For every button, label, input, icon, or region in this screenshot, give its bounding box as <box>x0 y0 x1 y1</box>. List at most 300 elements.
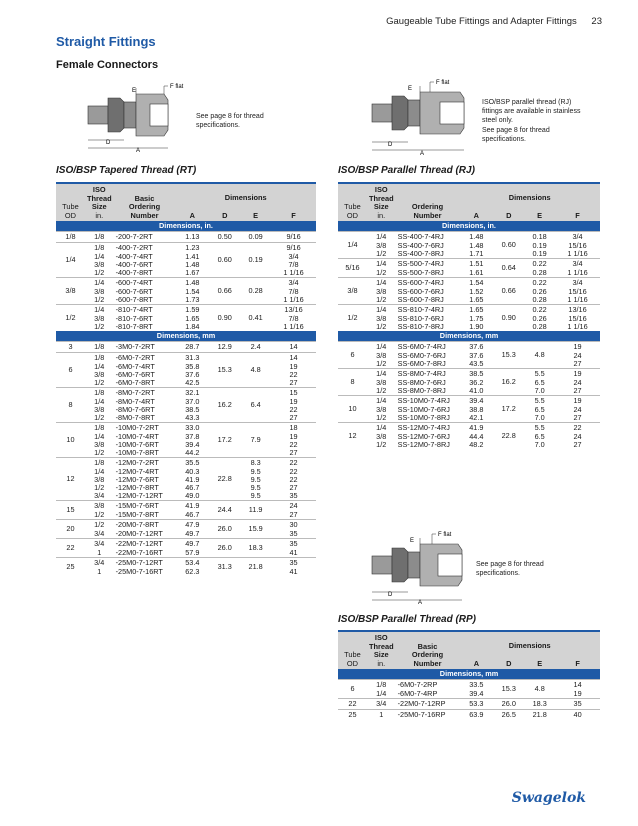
table-cell: 15.3 <box>209 353 240 388</box>
table-cell: 1.48 <box>175 278 209 289</box>
table-cell: -22M0-7-12RT <box>114 539 176 550</box>
table-cell: 3/8 <box>94 475 105 484</box>
table-cell: -400-7-4RT <box>115 252 153 261</box>
table-cell: 1/2 <box>376 249 387 258</box>
label-f: F flat <box>438 532 452 538</box>
table-cell: 1/2 <box>376 386 387 395</box>
table-cell: 1/8 <box>85 342 114 353</box>
table-cell: 0.90 <box>209 305 240 332</box>
table-cell: 15/16 <box>568 287 587 296</box>
table-cell: 33.0 <box>175 423 209 434</box>
table-row <box>338 296 600 305</box>
table-cell: 3 <box>56 342 85 353</box>
table-cell: 1/4 <box>367 396 396 407</box>
table-cell: 22 <box>289 467 298 476</box>
table-row <box>56 323 316 331</box>
table-cell: 46.7 <box>185 483 200 492</box>
table-cell: 35 <box>271 558 316 569</box>
table-cell: -6M0-7-8RT <box>115 378 155 387</box>
table-cell: 7/8 <box>288 287 299 296</box>
label-d: D <box>106 140 111 146</box>
table-cell: 1/4 <box>94 252 105 261</box>
col-basic: Basic <box>134 193 155 203</box>
table-row <box>56 530 316 539</box>
col-tube: Tube <box>62 202 79 211</box>
table-cell: -810-7-8RT <box>115 322 153 331</box>
table-cell: 46.7 <box>185 510 200 519</box>
fitting-body <box>88 94 168 136</box>
label-a: A <box>420 151 425 156</box>
table-cell: 3/4 <box>94 491 105 500</box>
table-cell: -10M0-7-8RT <box>115 448 159 457</box>
table-cell: -12M0-7-12RT <box>115 491 163 500</box>
table-cell: 1/8 <box>85 353 114 364</box>
table-cell: 1/2 <box>94 295 105 304</box>
note-thread-rp: See page 8 for thread specifications. <box>476 561 544 577</box>
table-cell: 1/2 <box>94 448 105 457</box>
header-title: Gaugeable Tube Fittings and Adapter Fittings <box>386 16 577 27</box>
table-cell: 3/8 <box>376 314 387 323</box>
table-cell: 35 <box>289 529 298 538</box>
table-cell: 1.52 <box>469 287 484 296</box>
table-row <box>56 549 316 558</box>
col-e: E <box>240 212 271 222</box>
table-cell: 24 <box>573 432 582 441</box>
col-a: A <box>175 212 209 222</box>
table-cell: 39.4 <box>185 440 200 449</box>
table-cell: 1.59 <box>175 305 209 316</box>
table-cell: 3/8 <box>85 501 114 512</box>
table-cell: 3/4 <box>85 539 114 550</box>
table-cell: 62.3 <box>185 567 200 576</box>
table-cell: 22 <box>289 475 298 484</box>
table-cell: 53.3 <box>459 699 493 710</box>
table-cell: 18.3 <box>524 699 555 710</box>
col-d: D <box>209 212 240 222</box>
table-row <box>56 414 316 423</box>
dimensions-band: Dimensions, in. <box>56 221 316 232</box>
table-cell: 35.8 <box>185 362 200 371</box>
table-cell: -12M0-7-6RT <box>115 475 159 484</box>
table-cell: 1.75 <box>469 314 484 323</box>
table-cell: 26.0 <box>209 520 240 539</box>
table-cell: 1/4 <box>367 259 396 270</box>
table-cell: 49.0 <box>185 491 200 500</box>
table-cell: 1/4 <box>367 232 396 243</box>
table-cell: 25 <box>56 558 85 577</box>
col-f: F <box>271 212 316 222</box>
table-cell: 3/4 <box>555 232 600 243</box>
table-cell: 4.8 <box>524 680 555 699</box>
table-cell: 7.0 <box>534 386 545 395</box>
col-in: in. <box>85 212 114 222</box>
table-cell: 3/4 <box>94 529 105 538</box>
table-cell: 1 <box>367 710 396 721</box>
col-dimensions: Dimensions <box>175 183 316 212</box>
table-cell: -12M0-7-8RT <box>115 483 159 492</box>
table-cell: 1.71 <box>469 249 484 258</box>
table-cell: 1/2 <box>376 359 387 368</box>
table-cell: 22 <box>555 423 600 434</box>
table-cell: 22 <box>338 699 367 710</box>
table-cell: 12.9 <box>209 342 240 353</box>
table-cell: 22 <box>289 370 298 379</box>
table-cell: 3/4 <box>271 278 316 289</box>
table-cell: 1.65 <box>469 295 484 304</box>
table-cell: -15M0-7-6RT <box>114 501 176 512</box>
table-cell: 22 <box>289 440 298 449</box>
table-cell: 1/4 <box>367 342 396 353</box>
table-cell: -25M0-7-12RT <box>114 558 176 569</box>
table-cell: 5.5 <box>524 423 555 434</box>
table-cell: SS-6M0-7-4RJ <box>396 342 460 353</box>
table-cell: 39.4 <box>459 396 493 407</box>
table-cell: 1 1/16 <box>567 249 588 258</box>
table-cell: 1/4 <box>338 232 367 259</box>
table-cell: 8 <box>56 388 85 423</box>
table-cell: -600-7-4RT <box>114 278 176 289</box>
table-cell: 44.2 <box>185 448 200 457</box>
note-rj-stainless: ISO/BSP parallel thread (RJ) fittings are available in stainless steel only. <box>482 99 581 124</box>
table-cell: SS-12M0-7-6RJ <box>397 432 450 441</box>
table-cell: 43.5 <box>469 359 484 368</box>
table-cell: 41 <box>289 548 298 557</box>
table-row <box>338 690 600 699</box>
table-cell: 6.5 <box>534 378 545 387</box>
table-row <box>338 387 600 396</box>
table-cell: 24 <box>573 405 582 414</box>
table-cell: 24 <box>271 501 316 512</box>
table-cell: 43.3 <box>185 413 200 422</box>
table-cell: 0.26 <box>532 314 547 323</box>
table-cell: 35 <box>289 491 298 500</box>
table-cell: 1/4 <box>367 278 396 289</box>
table-cell: -12M0-7-2RT <box>114 458 176 469</box>
table-row <box>56 449 316 458</box>
table-cell: 0.18 <box>524 232 555 243</box>
table-cell: 3/4 <box>555 259 600 270</box>
table-cell: 33.5 <box>459 680 493 691</box>
table-cell: 53.4 <box>175 558 209 569</box>
note-thread-rt: See page 8 for thread specifications. <box>196 113 264 129</box>
table-cell: 15.3 <box>493 680 524 699</box>
table-cell: 1/2 <box>94 483 105 492</box>
rt-table-title: ISO/BSP Tapered Thread (RT) <box>56 165 197 176</box>
table-cell: 5.5 <box>524 369 555 380</box>
table-cell: 6.4 <box>240 388 271 423</box>
table-cell: 15.3 <box>493 342 524 369</box>
table-cell: 27 <box>573 440 582 449</box>
table-cell: 41.9 <box>175 501 209 512</box>
table-cell: 0.28 <box>240 278 271 305</box>
table-cell: 1.51 <box>459 259 493 270</box>
table-cell: 3/4 <box>85 558 114 569</box>
table-cell: 9.5 <box>250 491 261 500</box>
table-cell: -8M0-7-6RT <box>115 405 155 414</box>
table-cell: -6M0-7-4RT <box>115 362 155 371</box>
table-row <box>56 232 316 243</box>
table-cell: 22 <box>56 539 85 558</box>
table-cell: SS-810-7-4RJ <box>396 305 460 316</box>
table-cell: 3/8 <box>94 440 105 449</box>
table-cell: -8M0-7-8RT <box>115 413 155 422</box>
table-cell: 6 <box>56 353 85 388</box>
table-cell: 31.3 <box>175 353 209 364</box>
table-cell: 63.9 <box>459 710 493 721</box>
table-cell: 1.67 <box>185 268 200 277</box>
label-f: F flat <box>436 80 450 86</box>
table-cell: 1/8 <box>85 243 114 254</box>
table-cell: 21.8 <box>524 710 555 721</box>
table-cell: 19 <box>573 689 582 698</box>
table-cell: 41.0 <box>469 386 484 395</box>
table-cell: 0.90 <box>493 305 524 332</box>
table-cell: 19 <box>289 432 298 441</box>
table-cell: 39.4 <box>469 689 484 698</box>
table-row <box>56 511 316 520</box>
fitting-diagram-rt <box>84 80 194 152</box>
table-cell: 8.3 <box>240 458 271 469</box>
table-cell: 14 <box>271 353 316 364</box>
table-cell: 9/16 <box>271 243 316 254</box>
table-cell: 1/2 <box>376 295 387 304</box>
table-cell: SS-400-7-4RJ <box>396 232 460 243</box>
table-cell: 1/4 <box>56 243 85 278</box>
table-cell: 12 <box>56 458 85 501</box>
table-cell: 9.5 <box>250 475 261 484</box>
table-cell: 1 1/16 <box>283 322 304 331</box>
col-iso: ISO <box>92 185 106 194</box>
table-cell: -10M0-7-2RT <box>114 423 176 434</box>
table-cell: -6M0-7-4RP <box>397 689 438 698</box>
table-cell: 1/4 <box>367 423 396 434</box>
table-cell: 6 <box>338 342 367 369</box>
table-cell: 38.5 <box>185 405 200 414</box>
table-cell: 0.64 <box>493 259 524 278</box>
section-title: Straight Fittings <box>56 34 156 49</box>
table-cell: 1/8 <box>367 680 396 691</box>
table-cell: 36.2 <box>469 378 484 387</box>
table-cell: 15/16 <box>568 314 587 323</box>
table-row <box>56 492 316 501</box>
table-cell: 1/2 <box>94 268 105 277</box>
table-row <box>56 342 316 353</box>
table-cell: 10 <box>56 423 85 458</box>
table-cell: 18 <box>271 423 316 434</box>
label-a: A <box>136 148 141 152</box>
table-cell: 16.2 <box>493 369 524 396</box>
table-cell: 19 <box>289 397 298 406</box>
table-cell: 1/4 <box>94 432 105 441</box>
table-cell: 3/8 <box>94 260 105 269</box>
table-cell: 3/8 <box>376 351 387 360</box>
table-cell: 3/8 <box>376 405 387 414</box>
table-cell: 1 1/16 <box>567 268 588 277</box>
table-cell: 32.1 <box>175 388 209 399</box>
table-cell: 37.6 <box>185 370 200 379</box>
table-cell: -20M0-7-8RT <box>114 520 176 531</box>
table-cell: 1.90 <box>469 322 484 331</box>
table-cell: -400-7-2RT <box>114 243 176 254</box>
table-cell: 1/8 <box>85 232 114 243</box>
table-cell: 0.19 <box>532 241 547 250</box>
table-cell: 1.84 <box>185 322 200 331</box>
table-cell: -400-7-8RT <box>115 268 153 277</box>
table-cell: 24.4 <box>209 501 240 520</box>
fitting-body <box>372 92 464 134</box>
table-cell: 9/16 <box>271 232 316 243</box>
table-cell: 7/8 <box>288 260 299 269</box>
table-cell: 19 <box>555 342 600 353</box>
table-cell: SS-400-7-8RJ <box>397 249 444 258</box>
table-cell: 47.9 <box>175 520 209 531</box>
table-cell: 31.3 <box>209 558 240 577</box>
table-cell: 1 <box>97 548 102 557</box>
table-cell: 1.41 <box>185 252 200 261</box>
table-cell: 7.9 <box>240 423 271 458</box>
table-cell: SS-10M0-7-4RJ <box>396 396 460 407</box>
table-cell: 37.6 <box>459 342 493 353</box>
table-cell: 27 <box>573 413 582 422</box>
table-cell: 0.60 <box>493 232 524 259</box>
table-cell: 0.66 <box>493 278 524 305</box>
table-cell: 3/8 <box>94 405 105 414</box>
table-cell: 1.48 <box>459 232 493 243</box>
table-cell: 1/4 <box>367 369 396 380</box>
table-cell: -810-7-6RT <box>115 314 153 323</box>
table-cell: SS-10M0-7-6RJ <box>397 405 450 414</box>
table-cell: 0.28 <box>532 268 547 277</box>
table-cell: 27 <box>289 448 298 457</box>
label-e: E <box>132 88 137 94</box>
table-cell: 1/4 <box>85 305 114 316</box>
table-cell: -6M0-7-6RT <box>115 370 155 379</box>
table-cell: 3/8 <box>376 432 387 441</box>
swagelok-logo: Swagelok <box>511 790 586 806</box>
table-cell: 1/4 <box>367 305 396 316</box>
table-cell: 6 <box>338 680 367 699</box>
table-cell: 13/16 <box>555 305 600 316</box>
table-cell: 3/4 <box>367 699 396 710</box>
table-cell: 0.28 <box>532 322 547 331</box>
table-cell: 1/8 <box>85 423 114 434</box>
rj-table: Tube OD ISO Thread Size Ordering Number Dimensions in. A D E F Dimensions, in. 1/4 1/4 SS-400-7-4RJ 1.48 0.60 0.18 3/4 3/8 SS-400-7-6RJ 1.48 0.19 15/16 1/2 SS-400-7-8RJ 1.71 0.19 1 1/16 5/16 1/4 SS-500-7-4RJ 1.51 0.64 0.22 3/4 1/2 SS-500-7-8RJ 1.61 0.28 1 1/16 3/8 1/4 SS-600-7-4RJ 1.54 0.66 0.22 3/4 3/8 SS-600-7-6RJ 1.52 0.26 15/16 1/2 SS-600-7-8RJ 1.65 0.28 1 1/16 1/2 1/4 SS-810-7-4RJ 1.65 0.90 0.22 13/16 3/8 SS-810-7-6RJ 1.75 0.26 15/16 1/2 SS-810-7-8RJ 1.90 0.28 1 1/16 Dimensions, mm 6 1/4 SS-6M0-7-4RJ 37.6 15.3 4.8 19 3/8 SS-6M0-7-6RJ 37.6 24 1/2 SS-6M0-7-8RJ 43.5 27 8 1/4 SS-8M0-7-4RJ 38.5 16.2 5.5 19 3/8 SS-8M0-7-6RJ 36.2 6.5 24 1/2 SS-8M0-7-8RJ 41.0 7.0 27 10 1/4 SS-10M0-7-4RJ 39.4 17.2 5.5 19 3/8 SS-10M0-7-6RJ 38.8 6.5 24 1/2 SS-10M0-7-8RJ 42.1 7.0 27 12 1/4 SS-12M0-7-4RJ 41.9 22.8 5.5 22 3/8 SS-12M0-7-6RJ 44.4 6.5 24 1/2 SS-12M0-7-8RJ 48.2 7.0 27 <box>338 182 600 449</box>
table-cell: SS-10M0-7-8RJ <box>397 413 450 422</box>
page-number: 23 <box>591 16 602 27</box>
table-cell: -8M0-7-4RT <box>115 397 155 406</box>
table-cell: 3/8 <box>376 287 387 296</box>
table-cell: 38.8 <box>469 405 484 414</box>
table-cell: 0.28 <box>532 295 547 304</box>
table-cell: 1 1/16 <box>567 322 588 331</box>
table-row <box>338 699 600 710</box>
table-row <box>338 250 600 259</box>
label-d: D <box>388 142 393 148</box>
table-cell: 7.0 <box>534 440 545 449</box>
table-cell: 42.5 <box>185 378 200 387</box>
table-cell: 1/2 <box>376 440 387 449</box>
table-cell: 1.54 <box>459 278 493 289</box>
table-cell: 49.7 <box>185 529 200 538</box>
table-cell: 30 <box>271 520 316 531</box>
rp-table-title: ISO/BSP Parallel Thread (RP) <box>338 614 477 625</box>
table-cell: 1/2 <box>94 322 105 331</box>
table-cell: 15 <box>271 388 316 399</box>
table-cell: 22 <box>271 458 316 469</box>
table-cell: 48.2 <box>469 440 484 449</box>
table-cell: 40 <box>555 710 600 721</box>
table-cell: -12M0-7-4RT <box>115 467 159 476</box>
table-cell: SS-600-7-6RJ <box>397 287 444 296</box>
table-cell: 35 <box>555 699 600 710</box>
table-cell: 27 <box>573 386 582 395</box>
table-cell: 41.9 <box>185 475 200 484</box>
table-cell: 19 <box>289 362 298 371</box>
table-cell: 7.0 <box>534 413 545 422</box>
dimensions-band: Dimensions, mm <box>338 331 600 342</box>
table-cell: 22.8 <box>209 458 240 501</box>
table-cell: 15 <box>56 501 85 520</box>
table-cell: SS-12M0-7-4RJ <box>396 423 460 434</box>
table-cell: 15/16 <box>568 241 587 250</box>
table-cell: 15.9 <box>240 520 271 539</box>
table-cell: 5/16 <box>338 259 367 278</box>
table-cell: 1/2 <box>376 413 387 422</box>
table-cell: -200-7-2RT <box>114 232 176 243</box>
table-cell: 22 <box>289 405 298 414</box>
table-cell: SS-8M0-7-8RJ <box>397 386 446 395</box>
rj-table-title: ISO/BSP Parallel Thread (RJ) <box>338 165 475 176</box>
table-cell: -810-7-4RT <box>114 305 176 316</box>
table-cell: 14 <box>271 342 316 353</box>
table-cell: 8 <box>338 369 367 396</box>
table-cell: 37.0 <box>185 397 200 406</box>
table-cell: -400-7-6RT <box>115 260 153 269</box>
table-cell: 38.5 <box>459 369 493 380</box>
dimensions-band: Dimensions, mm <box>56 331 316 342</box>
table-cell: 1/2 <box>376 322 387 331</box>
table-cell: -15M0-7-8RT <box>115 510 159 519</box>
table-cell: 0.26 <box>532 287 547 296</box>
table-cell: 7/8 <box>288 314 299 323</box>
table-cell: 37.6 <box>469 351 484 360</box>
table-cell: 12 <box>338 423 367 450</box>
table-cell: 24 <box>573 351 582 360</box>
table-cell: 1.48 <box>469 241 484 250</box>
table-cell: -600-7-6RT <box>115 287 153 296</box>
table-cell: SS-810-7-6RJ <box>397 314 444 323</box>
label-e: E <box>410 538 415 544</box>
table-row <box>338 441 600 449</box>
table-cell: 37.8 <box>185 432 200 441</box>
fitting-diagram-rj <box>368 76 478 156</box>
table-cell: -10M0-7-6RT <box>115 440 159 449</box>
table-cell: 19 <box>555 369 600 380</box>
table-cell: 6.5 <box>534 405 545 414</box>
table-cell: SS-500-7-4RJ <box>396 259 460 270</box>
table-cell: 1/4 <box>85 278 114 289</box>
table-cell: 27 <box>289 413 298 422</box>
table-cell: 11.9 <box>240 501 271 520</box>
table-cell: 1/4 <box>376 689 387 698</box>
table-cell: 1.23 <box>175 243 209 254</box>
table-cell: 14 <box>555 680 600 691</box>
table-cell: 2.4 <box>240 342 271 353</box>
table-cell: 1.13 <box>175 232 209 243</box>
table-cell: 9.5 <box>250 483 261 492</box>
table-cell: -25M0-7-16RT <box>115 567 163 576</box>
table-cell: 22.8 <box>493 423 524 450</box>
